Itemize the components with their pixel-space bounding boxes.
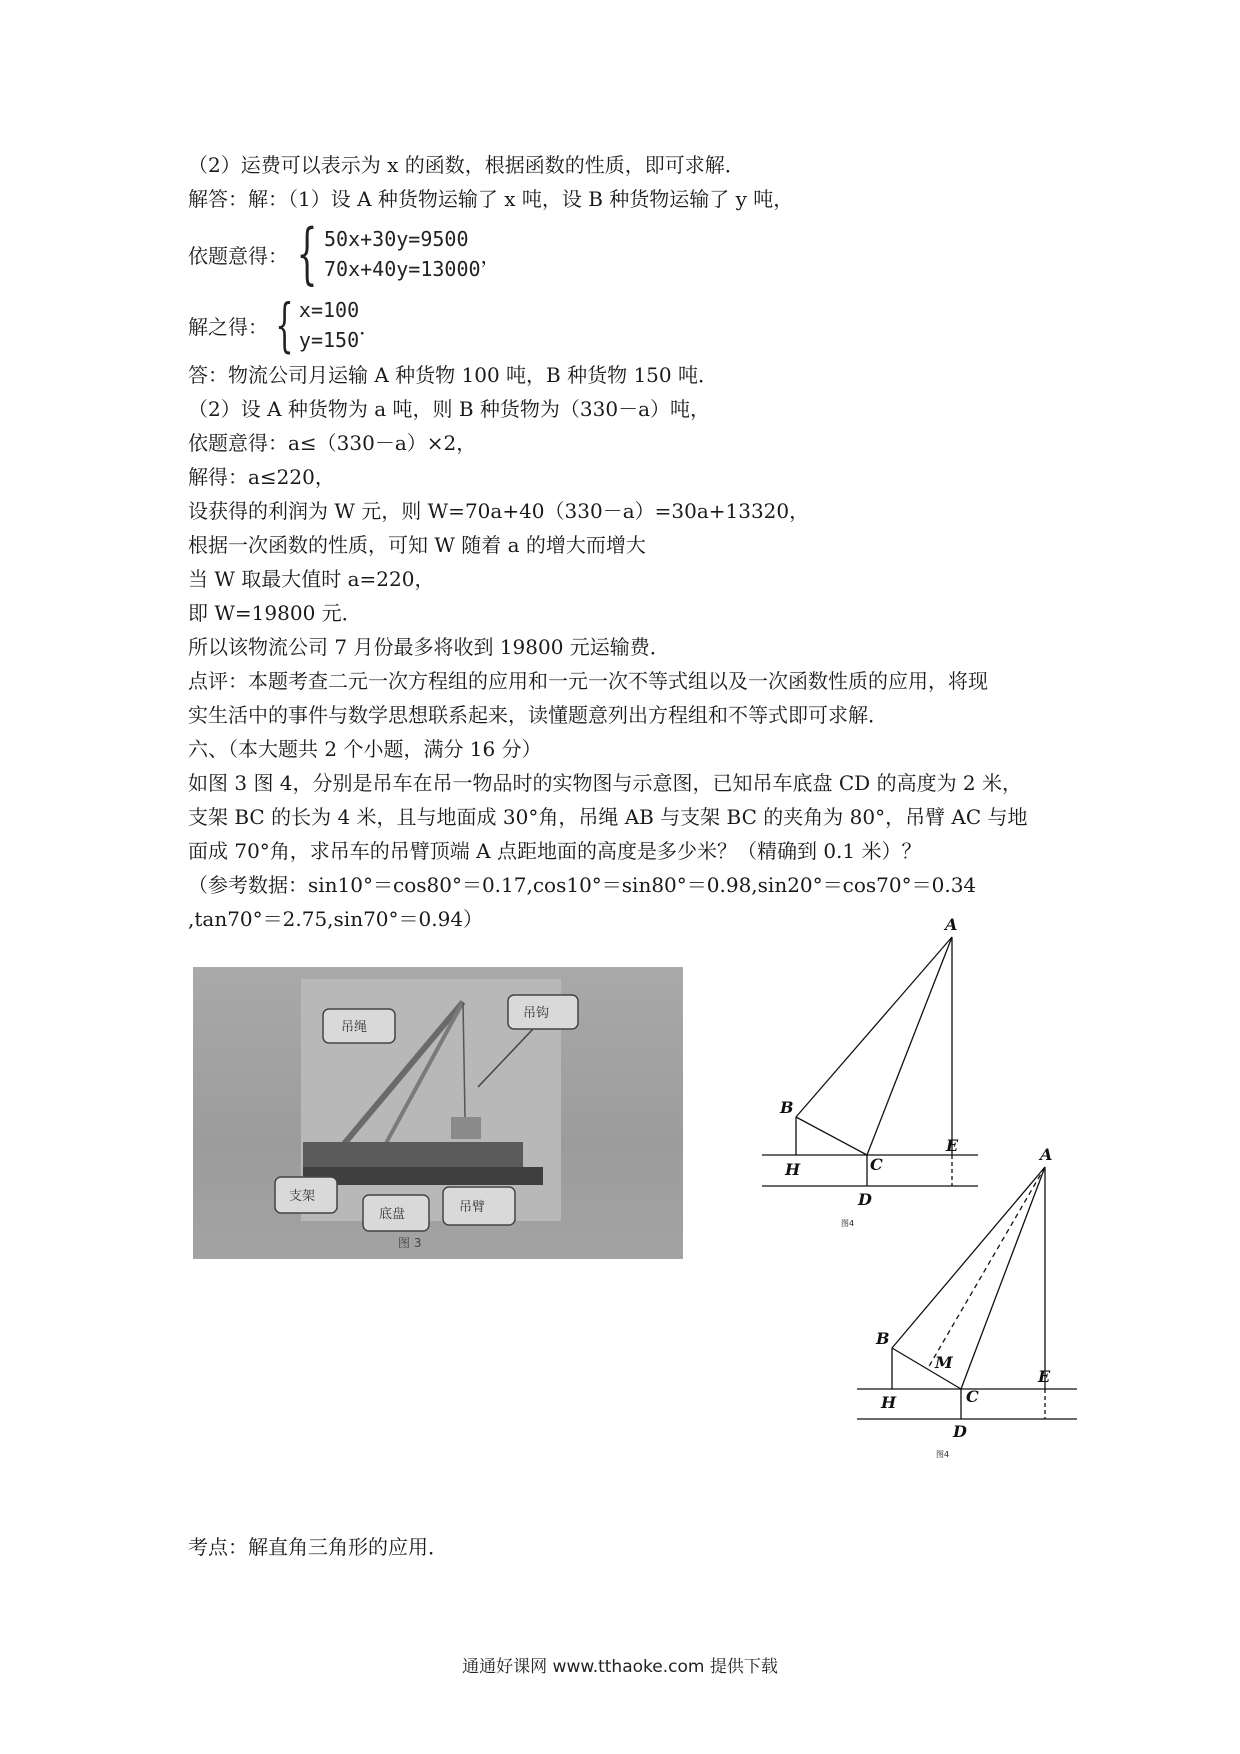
point-label-E: E bbox=[946, 1136, 959, 1155]
system-label: 解之得： bbox=[188, 314, 268, 339]
point-label-E: E bbox=[1038, 1367, 1051, 1386]
text-line: 面成 70°角，求吊车的吊臂顶端 A 点距地面的高度是多少米？（精确到 0.1 米）？ bbox=[188, 839, 922, 863]
system-label: 依题意得： bbox=[188, 243, 288, 268]
left-brace: { bbox=[296, 215, 318, 292]
system-tail: ， bbox=[480, 243, 501, 268]
figure-caption: 图4 bbox=[841, 1219, 855, 1228]
text-line: 当 W 取最大值时 a=220， bbox=[188, 567, 435, 591]
text-line: （2）运费可以表示为 x 的函数，根据函数的性质，即可求解． bbox=[188, 153, 745, 177]
text-line: （参考数据：sin10°＝cos80°＝0.17,cos10°＝sin80°＝0.98,sin20°＝cos70°＝0.34 bbox=[188, 873, 977, 897]
point-label-H: H bbox=[881, 1393, 897, 1412]
figure-caption: 图4 bbox=[936, 1450, 950, 1459]
point-label-D: D bbox=[858, 1190, 872, 1209]
text-line: （2）设 A 种货物为 a 吨，则 B 种货物为（330－a）吨， bbox=[188, 397, 711, 421]
callout-arm-label: 吊臂 bbox=[459, 1200, 486, 1215]
section-heading: 六、（本大题共 2 个小题，满分 16 分） bbox=[188, 737, 542, 761]
point-label-B: B bbox=[780, 1098, 794, 1117]
text-line: 根据一次函数的性质，可知 W 随着 a 的增大而增大 bbox=[188, 533, 646, 557]
point-label-H: H bbox=[785, 1160, 801, 1179]
equation: x=100 bbox=[298, 298, 360, 322]
page-footer: 通通好课网 www.tthaoke.com 提供下载 bbox=[462, 1657, 778, 1677]
text-line: 所以该物流公司 7 月份最多将收到 19800 元运输费． bbox=[188, 635, 670, 659]
segment-BC bbox=[796, 1117, 867, 1155]
text-line: 支架 BC 的长为 4 米，且与地面成 30°角，吊绳 AB 与支架 BC 的夹角为 80°，吊臂 AC 与地 bbox=[188, 805, 1028, 829]
point-label-M: M bbox=[935, 1353, 953, 1372]
text-line: 如图 3 图 4，分别是吊车在吊一物品时的实物图与示意图，已知吊车底盘 CD 的高度为 2 米， bbox=[188, 771, 1023, 795]
photo-caption: 图 3 bbox=[398, 1236, 422, 1250]
callout-rope-label: 吊绳 bbox=[341, 1020, 368, 1035]
text-line: 依题意得：a≤（330－a）×2， bbox=[188, 431, 477, 455]
point-label-C: C bbox=[966, 1387, 979, 1406]
left-brace: { bbox=[275, 291, 294, 359]
point-label-D: D bbox=[953, 1422, 967, 1441]
segment-AC bbox=[961, 1167, 1045, 1389]
system-tail: ． bbox=[359, 314, 380, 339]
equation: 50x+30y=9500 bbox=[324, 227, 469, 251]
callout-support-label: 支架 bbox=[289, 1189, 316, 1204]
text-line: 解得：a≤220， bbox=[188, 465, 335, 489]
text-line: ,tan70°＝2.75,sin70°＝0.94） bbox=[188, 907, 484, 931]
kaodian-line: 考点：解直角三角形的应用． bbox=[188, 1535, 448, 1559]
equation: 70x+40y=13000 bbox=[324, 257, 481, 281]
segment-AM-dashed bbox=[928, 1167, 1045, 1368]
equation: y=150 bbox=[298, 328, 360, 352]
segment-AB bbox=[796, 937, 952, 1117]
point-label-B: B bbox=[876, 1329, 890, 1348]
segment-AC bbox=[867, 937, 952, 1155]
point-label-A: A bbox=[945, 915, 958, 934]
text-line: 答：物流公司月运输 A 种货物 100 吨，B 种货物 150 吨． bbox=[188, 363, 718, 387]
text-line: 设获得的利润为 W 元，则 W=70a+40（330－a）=30a+13320， bbox=[188, 499, 810, 523]
segment-AB bbox=[892, 1167, 1045, 1348]
text-line: 即 W=19800 元． bbox=[188, 601, 362, 625]
point-label-C: C bbox=[870, 1155, 883, 1174]
text-line: 解答：解：（1）设 A 种货物运输了 x 吨，设 B 种货物运输了 y 吨， bbox=[188, 187, 794, 211]
text-line: 实生活中的事件与数学思想联系起来，读懂题意列出方程组和不等式即可求解． bbox=[188, 703, 888, 727]
callout-base-label: 底盘 bbox=[379, 1207, 406, 1222]
point-label-A: A bbox=[1040, 1145, 1053, 1164]
callout-hook-label: 吊钩 bbox=[523, 1006, 550, 1021]
text-line: 点评：本题考查二元一次方程组的应用和一元一次不等式组以及一次函数性质的应用，将现 bbox=[188, 669, 988, 693]
